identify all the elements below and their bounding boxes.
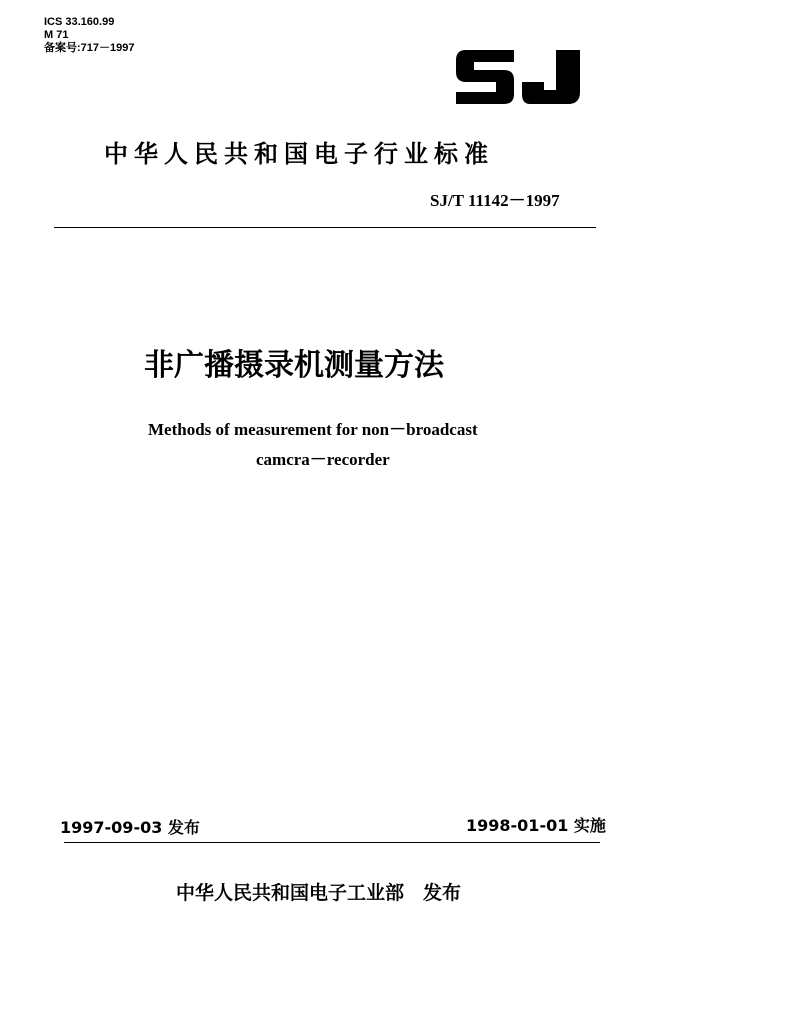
document-metadata bbox=[44, 16, 135, 55]
document-title-english-line1: Methods of measurement for non－broadcast bbox=[148, 420, 478, 439]
organization-title: 中华人民共和国电子行业标准 bbox=[104, 140, 494, 168]
footer-divider bbox=[64, 842, 600, 843]
classification-code: M 71 bbox=[44, 29, 69, 41]
document-title-english-line2: camcra－recorder bbox=[256, 450, 390, 469]
standard-number: SJ/T 11142－1997 bbox=[430, 191, 560, 210]
header-divider bbox=[54, 227, 596, 228]
sj-logo-icon bbox=[452, 42, 584, 112]
issue-date: 1997-09-03 发布 bbox=[60, 818, 200, 837]
document-title-chinese: 非广播摄录机测量方法 bbox=[144, 348, 444, 383]
implementation-date: 1998-01-01 实施 bbox=[466, 816, 606, 835]
ics-code: ICS 33.160.99 bbox=[44, 16, 115, 28]
record-number: 备案号:717－1997 bbox=[44, 42, 135, 54]
publisher: 中华人民共和国电子工业部 发布 bbox=[176, 882, 462, 904]
